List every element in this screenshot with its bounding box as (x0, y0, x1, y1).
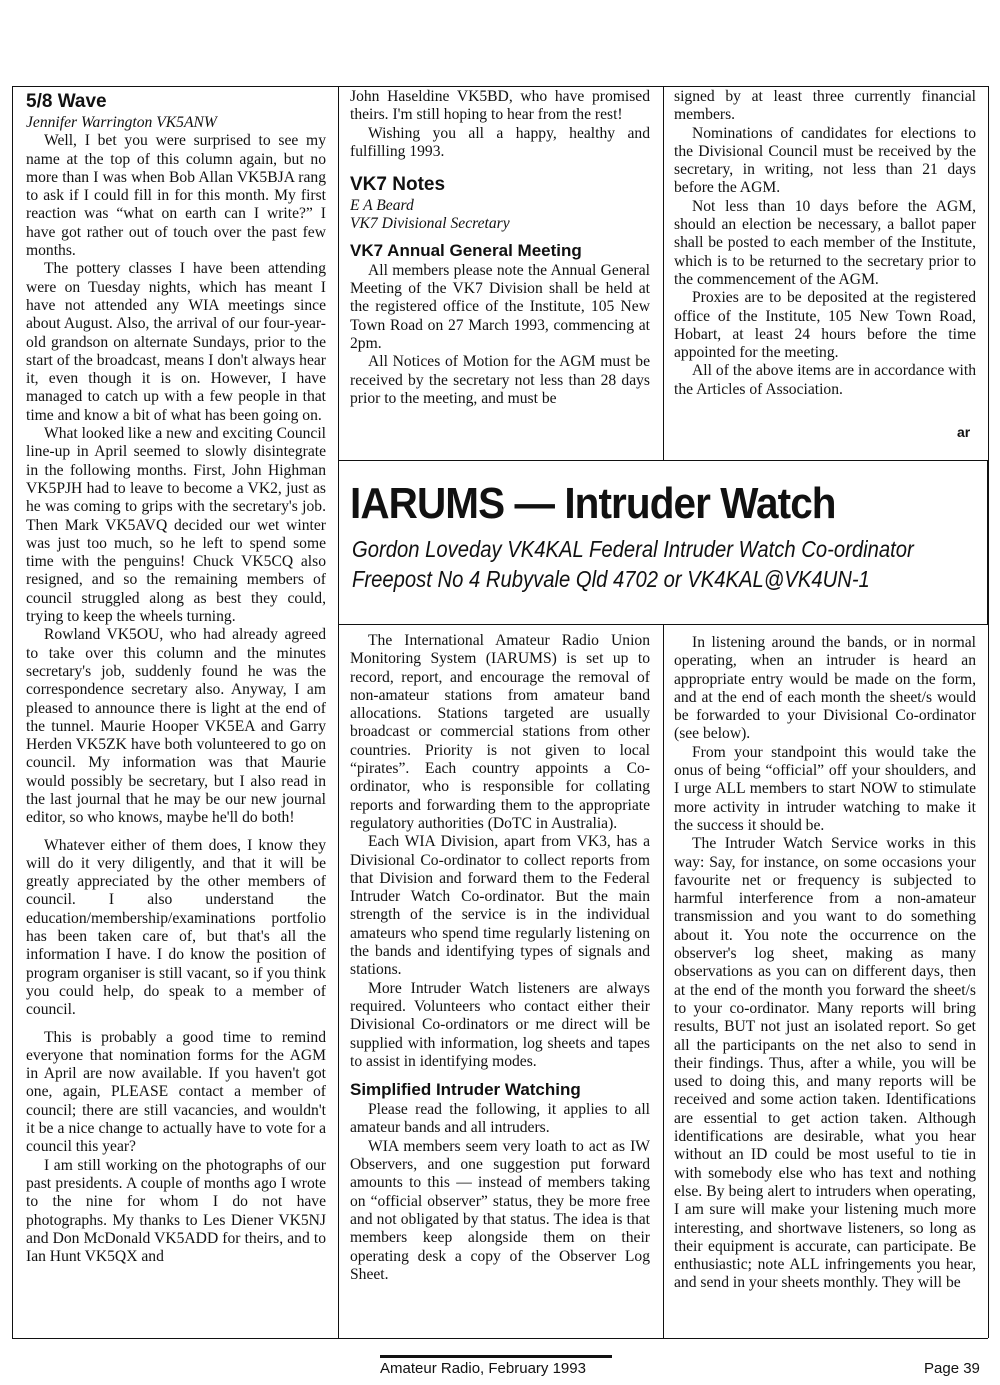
paragraph-continued: signed by at least three currently financial members. (674, 88, 976, 124)
paragraph-continued: John Haseldine VK5BD, who have promised theirs. I'm still hoping to hear from the rest! (350, 88, 650, 124)
paragraph: The pottery classes I have been attending were on Tuesday nights, which has meant I have not attended any WIA meetings since about August. Also, the arrival of our four-year-old grandson on alternate Sundays, prior to the start of the broadcast, means I don't always hear it, even though it is on. However, I have managed to catch up with a few people in that time and know a bit of what has been going on. (26, 260, 326, 424)
paragraph: Not less than 10 days before the AGM, should an election be necessary, a ballot paper shall be posted to each member of the Institute, which is to be returned to the secretary prior to the commencement of the AGM. (674, 197, 976, 288)
author-role: VK7 Divisional Secretary (350, 215, 510, 233)
subsection-title-agm: VK7 Annual General Meeting (350, 240, 582, 260)
column-divider-2 (663, 86, 664, 460)
paragraph: Whatever either of them does, I know they will do it very diligently, and that it will be greatly appreciated by the other members of council. I also understand the education/membership/examinations portfolio has been taken care of, but that's all the information I have. I do know the position of program organiser is still vacant, so if you think you could help, do speak to a member of council. (26, 836, 326, 1019)
footer-publication: Amateur Radio, February 1993 (380, 1360, 586, 1377)
banner-line-2: Freepost No 4 Rubyvale Qld 4702 or VK4KAL@VK4UN-1 (352, 566, 870, 592)
footer-page-number: Page 39 (924, 1360, 980, 1377)
paragraph: The Intruder Watch Service works in this way: Say, for instance, on some occasions your favourite net or frequency is subjected to harmful interference from a non-amateur transmission and you want to do something about it. You note the occurrence on the observer's log sheet, making as many observations as you can on different days, then at the end of the month you forward the sheet/s to your co-ordinator. Many reports will bring results, BUT not just an isolated report. So get all the participants on the net also to send in their findings. Thus, after a while, you will be used to doing this, and many reports will be received and some action taken. Identifications are essential to get action taken. Although identifications are desirable, what you hear without an ID could be most useful to tie in with somebody else who has text and nothing else. By being alert to intruders when operating, I am sure will make your listening much more interesting, and shortwave listeners, so long as their equipment is accurate, can participate. Be enthusiastic; note ALL infringements you hear, and send in your sheets monthly. They will be (674, 835, 976, 1292)
end-mark: ar (957, 424, 971, 440)
paragraph: Wishing you all a happy, healthy and fulfilling 1993. (350, 124, 650, 160)
subsection-title-simplified: Simplified Intruder Watching (350, 1080, 581, 1100)
column-vk7-notes-cont (674, 88, 976, 424)
right-border (988, 86, 989, 1338)
author-byline: Jennifer Warrington VK5ANW (26, 114, 217, 131)
paragraph: This is probably a good time to remind everyone that nomination forms for the AGM in April are now available. If you haven't got one, again, PLEASE contact a member of council; there are still vacancies, and wouldn't it be a nice change to actually have to vote for a council this year? (26, 1028, 326, 1156)
column-vk7-notes (350, 88, 650, 458)
section-title-vk7-notes: VK7 Notes (350, 174, 446, 196)
paragraph: Rowland VK5OU, who had already agreed to take over this column and the minutes secretary's job, suddenly found he was the correspondence secretary also. Anyway, I am pleased to announce there is light at the end of the tunnel. Maurie Hooper VK5EA and Garry Herden VK5ZK have both volunteered to go on council. My information was that Maurie would possibly be secretary, but I also read in the last journal that he may be our new journal editor, so who knows, maybe he'll do both! (26, 626, 326, 827)
paragraph: I am still working on the photographs of our past presidents. A couple of months ago I wrote to the nine for whom I do not have photographs. My thanks to Les Diener VK5NJ and Don McDonald VK5ADD for theirs, and to Ian Hunt VK5QX and (26, 1156, 326, 1266)
column-iarums (350, 632, 650, 1336)
paragraph: What looked like a new and exciting Council line-up in April seemed to slowly disintegrate in the following months. First, John Highman VK5PJH had to leave to become a VK2, just as he was coming to grips with the secretary's job. Then Mark VK5AVQ decided our wet winter was just too much, so he left to spend some time with the penguins! Chuck VK5CQ also resigned, and so the remaining members of council struggled along as best they could, trying to keep the wheels turning. (26, 425, 326, 626)
banner-title: IARUMS — Intruder Watch (350, 479, 836, 528)
banner-line-1: Gordon Loveday VK4KAL Federal Intruder Watch Co-ordinator (352, 536, 914, 562)
bottom-border (12, 1338, 988, 1339)
top-border (12, 86, 988, 87)
column-iarums-cont (674, 634, 976, 1336)
paragraph: Proxies are to be deposited at the registered office of the Institute, 105 New Town Road, Hobart, at least 24 hours before the time appointed for the meeting. (674, 289, 976, 362)
paragraph: Each WIA Division, apart from VK3, has a Divisional Co-ordinator to collect reports from that Division and forward them to the Federal Intruder Watch Co-ordinator. But the main strength of the service is in the individual amateurs who spend time regularly listening on the bands and identifying types of signals and stations. (350, 833, 650, 979)
paragraph: Well, I bet you were surprised to see my name at the top of this column again, but no more than I was when Bob Allan VK5BJA rang to ask if I could fill in for this month. My first reaction was “what on earth can I write?” I have got rather out of touch over the past few months. (26, 132, 326, 260)
paragraph: From your standpoint this would take the onus of being “official” off your shoulders, and I urge ALL members to start NOW to stimulate more activity in intruder watching to make it the success it should be. (674, 743, 976, 834)
left-border (12, 86, 13, 1338)
paragraph: More Intruder Watch listeners are always required. Volunteers who contact either their Divisional Co-ordinators or me direct will be supplied with information, log sheets and tapes to assist in identifying modes. (350, 979, 650, 1070)
paragraph: The International Amateur Radio Union Monitoring System (IARUMS) is set up to record, report, and encourage the removal of non-amateur stations from amateur band allocations. Stations targeted are usually broadcast or commercial stations from other countries. Priority is not given to local “pirates”. Each country appoints a Co-ordinator, who is responsible for collating reports and forwarding them to the appropriate regulatory authorities (DoTC in Australia). (350, 632, 650, 832)
column-divider-3 (663, 625, 664, 1338)
paragraph: Nominations of candidates for elections to the Divisional Council must be received by the secretary, in writing, not less than 21 days before the AGM. (674, 124, 976, 197)
paragraph: Please read the following, it applies to all amateur bands and all intruders. (350, 1101, 650, 1137)
column-5-8-wave (26, 90, 326, 1336)
author-byline: E A Beard (350, 197, 414, 215)
section-title-5-8-wave: 5/8 Wave (26, 91, 107, 112)
paragraph: WIA members seem very loath to act as IW Observers, and one suggestion put forward amounts to this — instead of members taking on “official observer” status, they be more free and not obligated by that status. The idea is that members keep alongside them on their operating desk a copy of the Observer Log Sheet. (350, 1137, 650, 1283)
paragraph: All of the above items are in accordance with the Articles of Association. (674, 362, 976, 398)
footer-rule (380, 1355, 612, 1358)
paragraph: In listening around the bands, or in normal operating, when an intruder is heard an appropriate entry would be made on the form, and at the end of each month the sheet/s would be forwarded to your Divisional Co-ordinator (see below). (674, 634, 976, 743)
paragraph: All Notices of Motion for the AGM must be received by the secretary not less than 28 days prior to the meeting, and must be (350, 353, 650, 407)
paragraph: All members please note the Annual General Meeting of the VK7 Division shall be held at the registered office of the Institute, 105 New Town Road on 27 March 1993, commencing at 2pm. (350, 261, 650, 352)
column-divider-1 (338, 86, 339, 1338)
